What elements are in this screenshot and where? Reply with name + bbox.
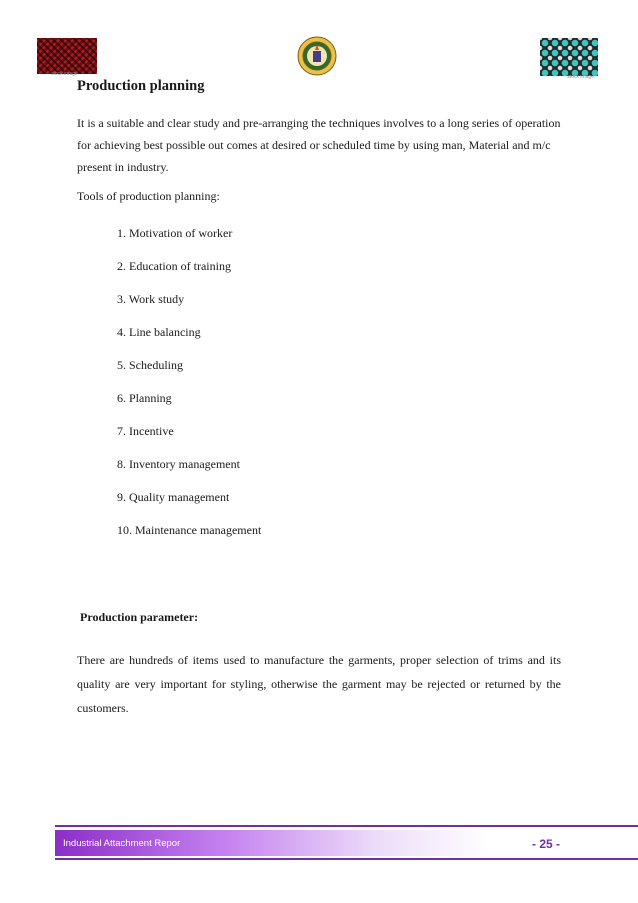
- university-crest-icon: [297, 36, 337, 76]
- footer-title: Industrial Attachment Repor: [63, 838, 181, 849]
- list-item: 7. Incentive: [117, 424, 174, 438]
- list-item: 9. Quality management: [117, 490, 230, 504]
- section-heading: Production planning: [77, 78, 205, 94]
- list-item: 4. Line balancing: [117, 325, 201, 339]
- footer: [55, 830, 638, 856]
- list-item: 1. Motivation of worker: [117, 226, 233, 240]
- left-image-caption: stock image: [51, 71, 78, 77]
- footer-divider-top: [55, 825, 638, 827]
- list-item: 5. Scheduling: [117, 358, 183, 372]
- footer-divider-bottom: [55, 858, 638, 860]
- list-item: 2. Education of training: [117, 259, 231, 273]
- list-item: 3. Work study: [117, 292, 185, 306]
- section-paragraph-production-parameter: There are hundreds of items used to manufacture the garments, proper selection of trims and its quality are very important for styling, otherwise the garment may be rejected or returned by the customers.: [77, 653, 561, 715]
- section-production-planning: [77, 78, 562, 556]
- page-number: - 25 -: [531, 837, 560, 851]
- right-image-caption: stock image: [567, 74, 594, 80]
- tools-label: Tools of production planning:: [77, 189, 220, 203]
- woven-fabric-swatch-icon: [37, 38, 97, 77]
- section-heading-production-parameter: Production parameter:: [80, 610, 199, 624]
- section-paragraph: It is a suitable and clear study and pre-arranging the techniques involves to a long series of operation for achieving best possible out comes at desired or scheduled time by using man, Material and m/c present in industry.: [77, 116, 561, 174]
- knit-fabric-swatch-icon: [540, 38, 598, 80]
- list-item: 10. Maintenance management: [117, 523, 262, 537]
- tools-list: [117, 226, 562, 556]
- list-item: 6. Planning: [117, 391, 172, 405]
- list-item: 8. Inventory management: [117, 457, 240, 471]
